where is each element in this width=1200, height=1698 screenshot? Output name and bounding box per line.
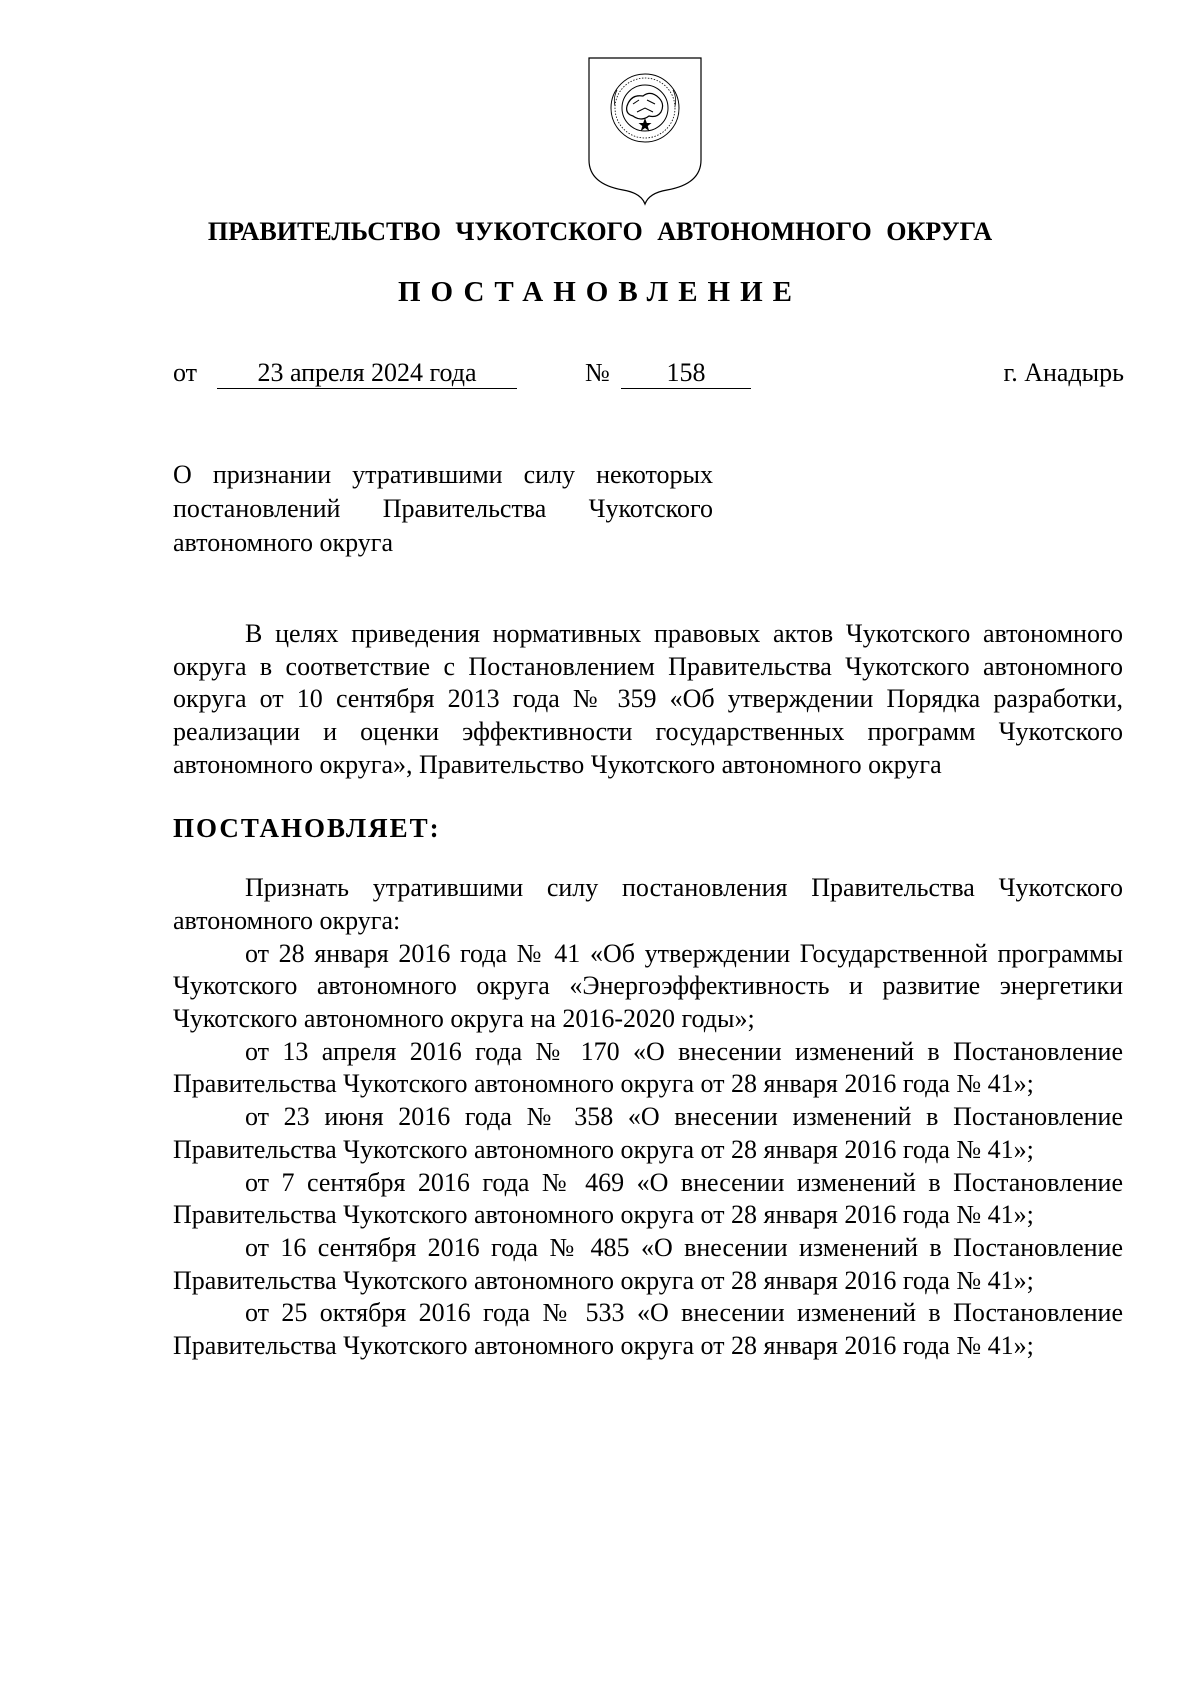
date-prefix: от <box>173 358 198 387</box>
repealed-act-item: от 23 июня 2016 года № 358 «О внесении изменений в Постановление Правительства Чукотского автономного округа от 28 января 2016 года № 41»; <box>173 1102 1123 1164</box>
document-city: г. Анадырь <box>1003 358 1124 387</box>
subject-line: О признании утратившими силу некоторых <box>173 460 713 489</box>
preamble-paragraph: В целях приведения нормативных правовых актов Чукотского автономного округа в соответствие с Постановлением Правительства Чукотского автономного округа от 10 сентября 2013 года № 359 «Об утверждении Порядка разработки, реализации и оценки эффективности государственных программ Чукотского автономного округа», Правительство Чукотского автономного округа <box>173 619 1123 779</box>
government-title: ПРАВИТЕЛЬСТВО ЧУКОТСКОГО АВТОНОМНОГО ОКРУГА <box>207 217 993 246</box>
subject-line: автономного округа <box>173 528 393 557</box>
number-sign: № <box>585 358 610 387</box>
intro-paragraph: Признать утратившими силу постановления Правительства Чукотского автономного округа: <box>173 873 1123 935</box>
subject-line: постановлений Правительства Чукотского <box>173 494 713 523</box>
repealed-act-item: от 7 сентября 2016 года № 469 «О внесении изменений в Постановление Правительства Чукотского автономного округа от 28 января 2016 года № 41»; <box>173 1167 1123 1230</box>
document-date: 23 апреля 2024 года <box>217 358 517 389</box>
coat-of-arms-icon <box>587 56 703 206</box>
repealed-act-item: от 28 января 2016 года № 41 «Об утверждении Государственной программы Чукотского автономного округа «Энергоэффективность и развитие энергетики Чукотского автономного округа на 2016-2020 годы»; <box>173 938 1123 1034</box>
decree-heading: ПОСТАНОВЛЯЕТ: <box>173 812 441 843</box>
document-number: 158 <box>621 358 751 389</box>
document-body <box>173 618 1123 1363</box>
document-subject <box>173 458 713 560</box>
repealed-act-item: от 25 октября 2016 года № 533 «О внесении изменений в Постановление Правительства Чукотского автономного округа от 28 января 2016 года № 41»; <box>173 1298 1123 1361</box>
repealed-act-item: от 16 сентября 2016 года № 485 «О внесении изменений в Постановление Правительства Чукотского автономного округа от 28 января 2016 года № 41»; <box>173 1232 1123 1295</box>
repealed-act-item: от 13 апреля 2016 года № 170 «О внесении изменений в Постановление Правительства Чукотского автономного округа от 28 января 2016 года № 41»; <box>173 1036 1123 1099</box>
document-type-title: ПОСТАНОВЛЕНИЕ <box>397 276 802 308</box>
